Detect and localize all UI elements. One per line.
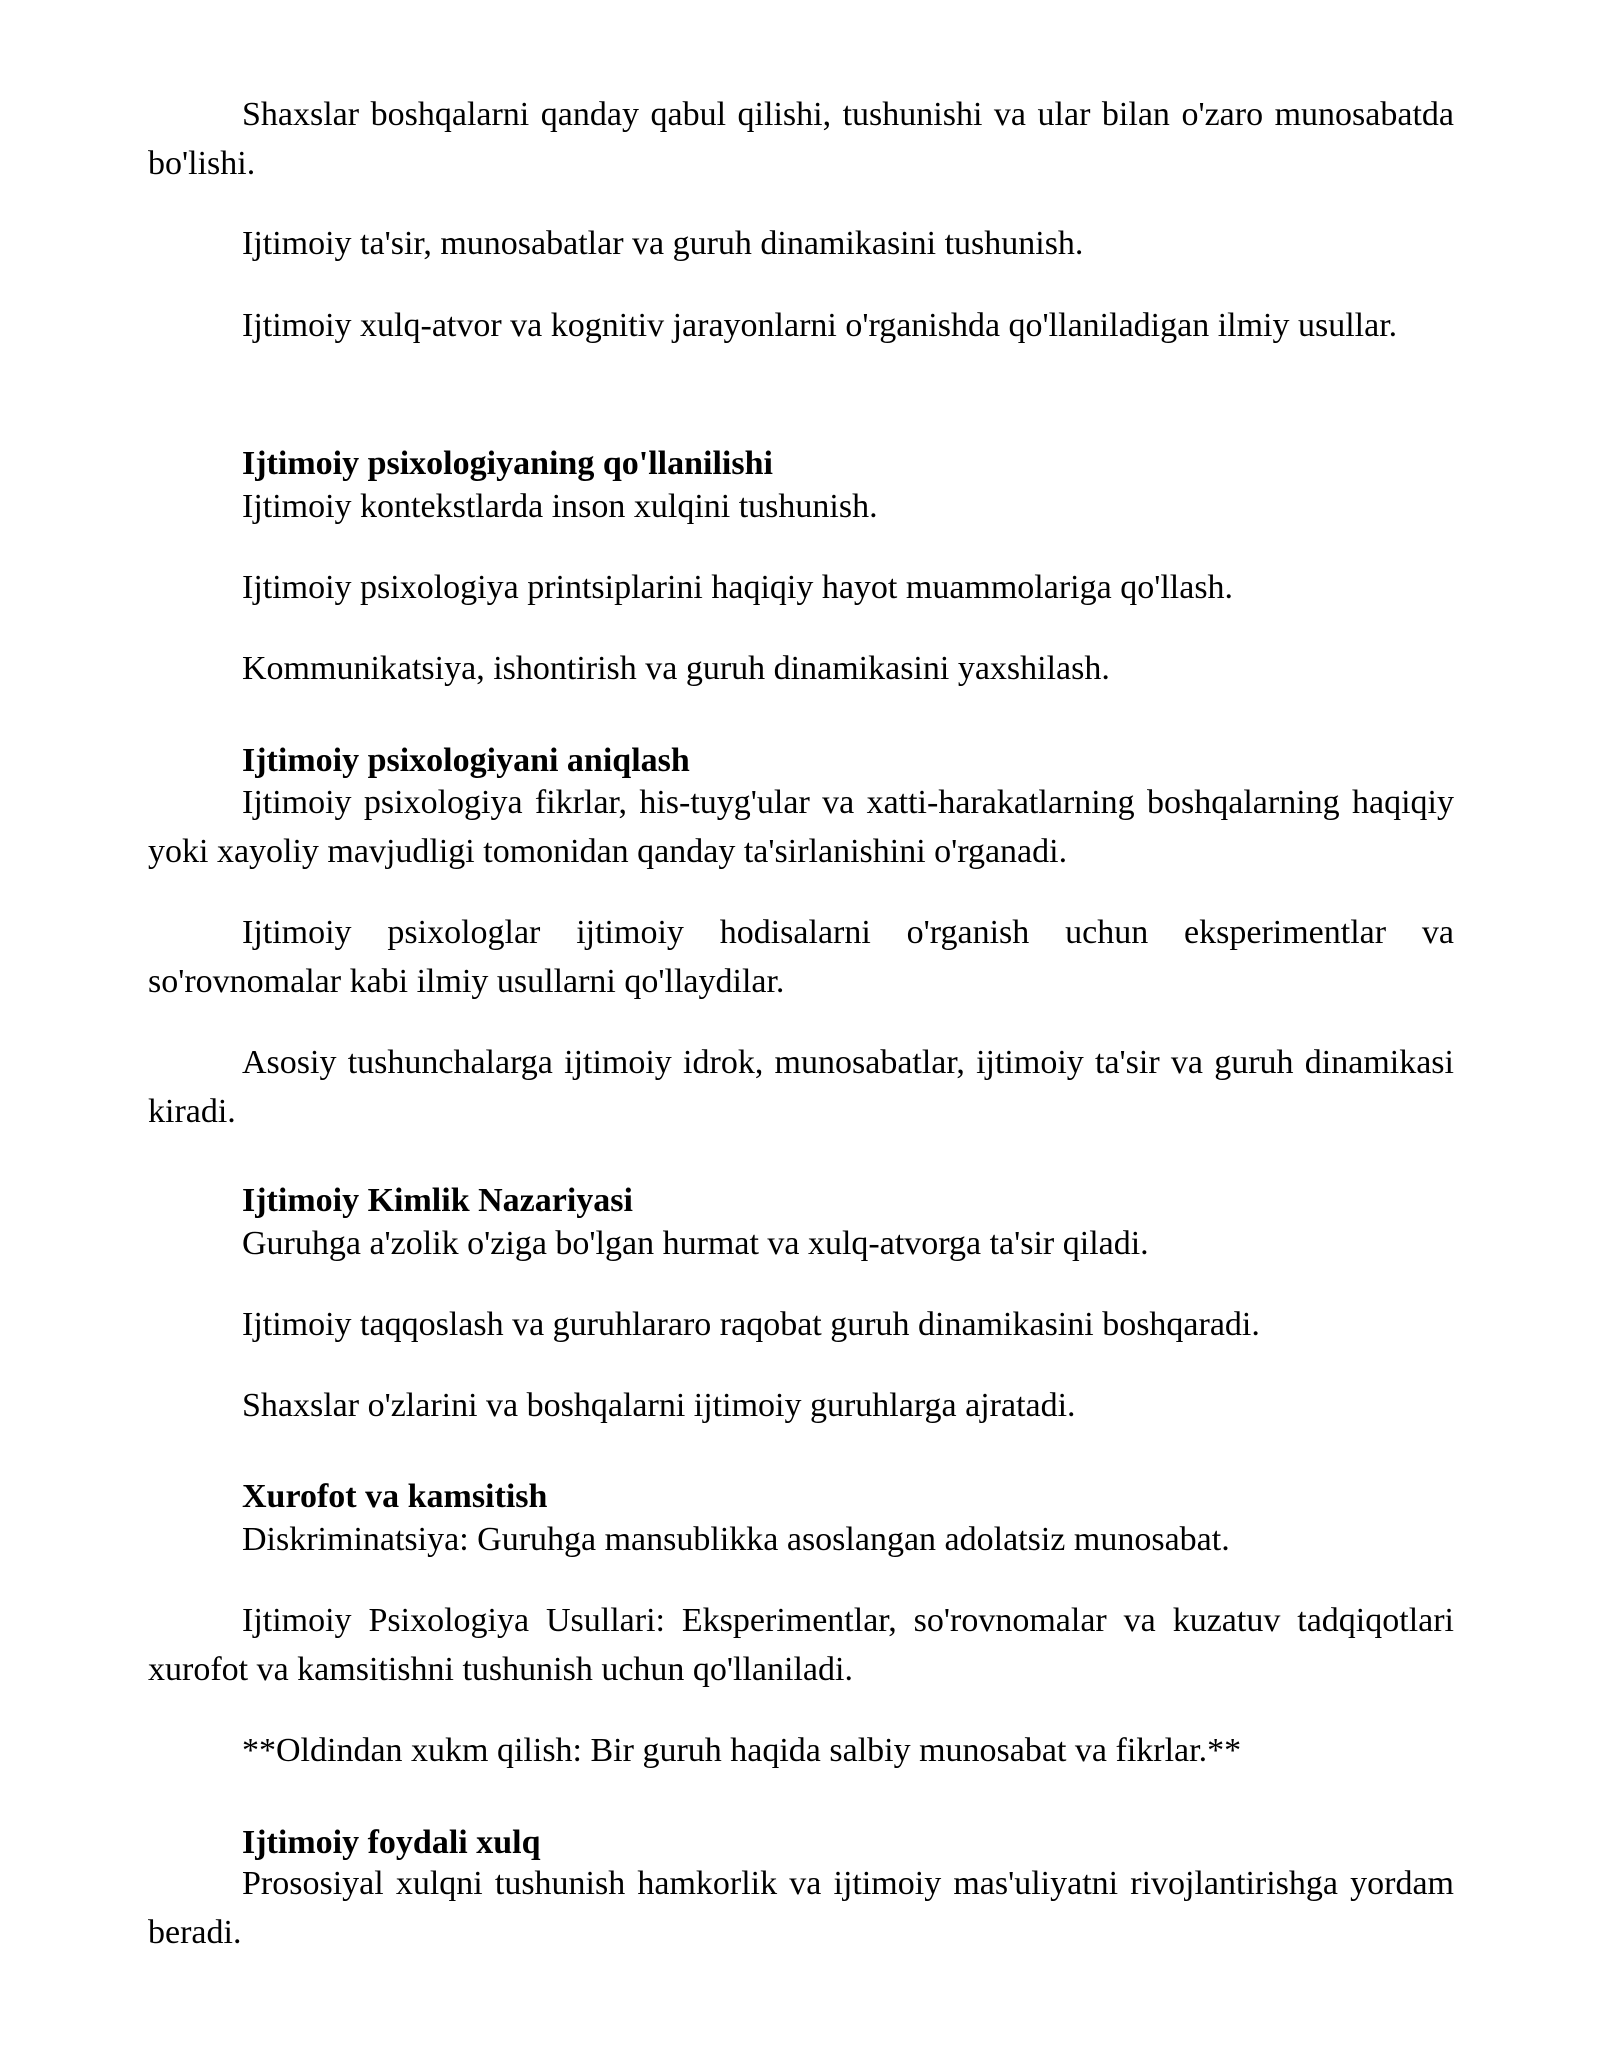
section-heading: Ijtimoiy psixologiyaning qo'llanilishi: [242, 445, 773, 482]
paragraph: Ijtimoiy taqqoslash va guruhlararo raqobat guruh dinamikasini boshqaradi.: [242, 1306, 1260, 1343]
paragraph: Ijtimoiy psixologlar ijtimoiy hodisalarni o'rganish uchun eksperimentlar va so'rovnomalar kabi ilmiy usullarni qo'llaydilar.: [148, 914, 1454, 1000]
paragraph: Prososiyal xulqni tushunish hamkorlik va ijtimoiy mas'uliyatni rivojlantirishga yordam beradi.: [148, 1865, 1454, 1951]
section-heading: Ijtimoiy foydali xulq: [242, 1824, 541, 1861]
section-heading: Ijtimoiy Kimlik Nazariyasi: [242, 1182, 633, 1219]
paragraph: Ijtimoiy psixologiya printsiplarini haqiqiy hayot muammolariga qo'llash.: [242, 569, 1234, 606]
paragraph: Ijtimoiy psixologiya fikrlar, his-tuyg'ular va xatti-harakatlarning boshqalarning haqiqiy yoki xayoliy mavjudligi tomonidan qanday ta'sirlanishini o'rganadi.: [148, 784, 1454, 870]
section-heading: Xurofot va kamsitish: [242, 1478, 548, 1515]
paragraph: Shaxslar o'zlarini va boshqalarni ijtimoiy guruhlarga ajratadi.: [242, 1387, 1076, 1424]
paragraph: Kommunikatsiya, ishontirish va guruh dinamikasini yaxshilash.: [242, 650, 1110, 687]
paragraph: Asosiy tushunchalarga ijtimoiy idrok, munosabatlar, ijtimoiy ta'sir va guruh dinamikasi kiradi.: [148, 1044, 1454, 1130]
section-heading: Ijtimoiy psixologiyani aniqlash: [242, 742, 690, 779]
paragraph: Diskriminatsiya: Guruhga mansublikka asoslangan adolatsiz munosabat.: [242, 1521, 1230, 1558]
paragraph: Ijtimoiy xulq-atvor va kognitiv jarayonlarni o'rganishda qo'llaniladigan ilmiy usullar.: [242, 307, 1398, 344]
paragraph: Shaxslar boshqalarni qanday qabul qilishi, tushunishi va ular bilan o'zaro munosabatda bo'lishi.: [148, 96, 1454, 182]
paragraph: **Oldindan xukm qilish: Bir guruh haqida salbiy munosabat va fikrlar.**: [242, 1732, 1242, 1769]
paragraph: Guruhga a'zolik o'ziga bo'lgan hurmat va xulq-atvorga ta'sir qiladi.: [242, 1225, 1149, 1262]
paragraph: Ijtimoiy kontekstlarda inson xulqini tushunish.: [242, 488, 878, 525]
paragraph: Ijtimoiy Psixologiya Usullari: Eksperimentlar, so'rovnomalar va kuzatuv tadqiqotlari xurofot va kamsitishni tushunish uchun qo'llaniladi.: [148, 1602, 1454, 1688]
paragraph: Ijtimoiy ta'sir, munosabatlar va guruh dinamikasini tushunish.: [242, 225, 1084, 262]
